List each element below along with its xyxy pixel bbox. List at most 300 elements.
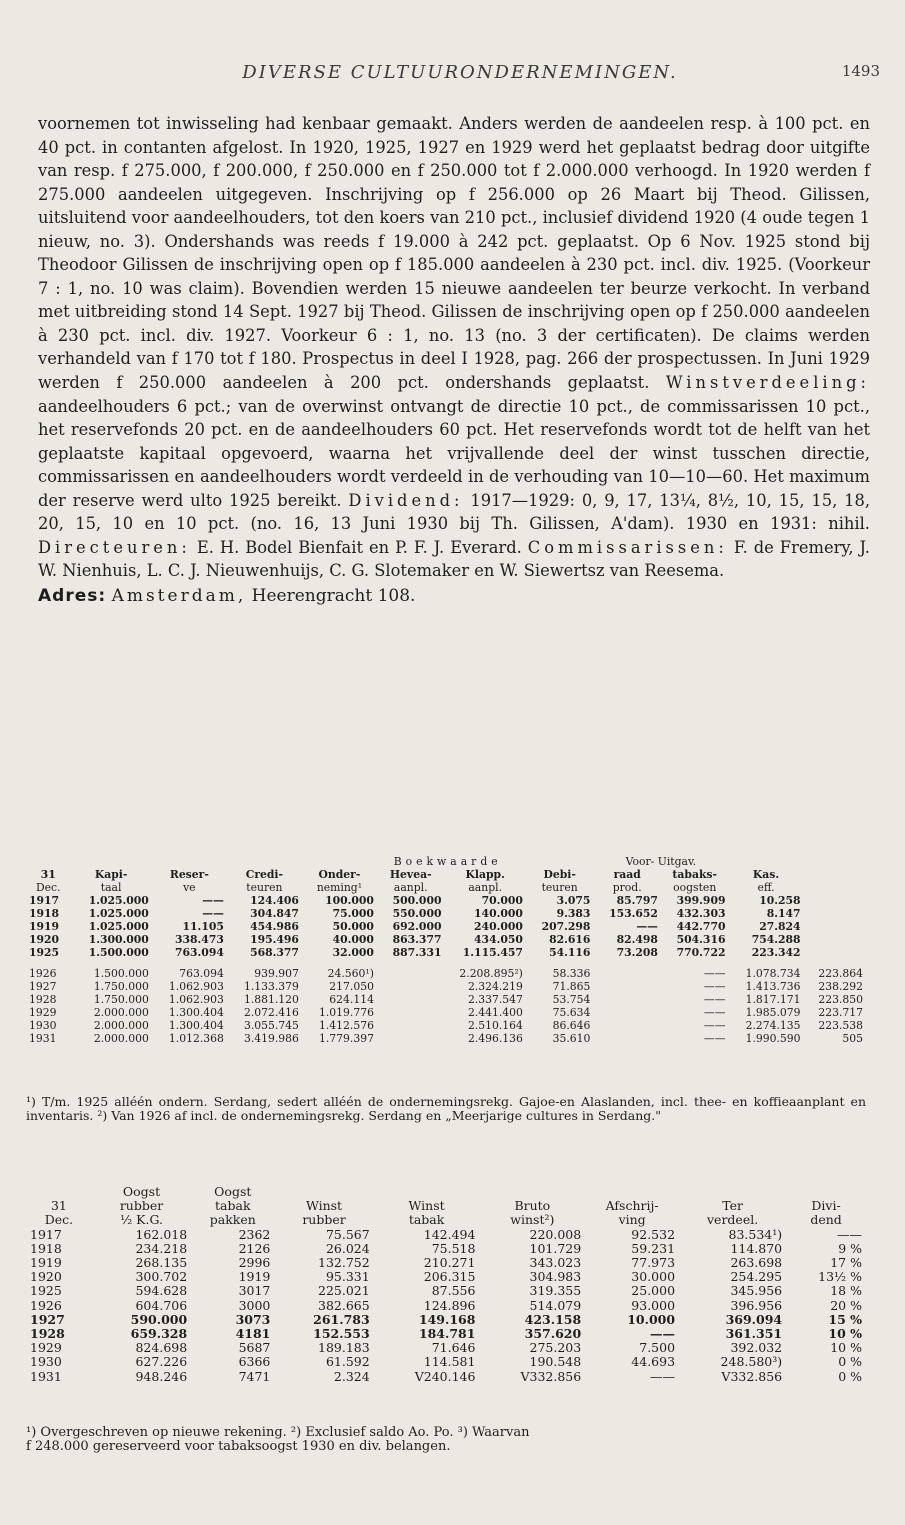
table-cell: ——	[650, 1368, 676, 1384]
table-cell: 1917	[29, 894, 60, 907]
address-line	[38, 585, 870, 609]
table-cell: 357.620	[524, 1326, 582, 1342]
table-cell: 1.412.576	[319, 1019, 374, 1032]
table-cell: 550.000	[392, 907, 442, 920]
table-cell: 4181	[235, 1326, 271, 1342]
table-cell: Hevea-	[389, 868, 432, 881]
table-row	[26, 933, 866, 946]
table-cell: 504.316	[676, 933, 726, 946]
table-cell: aanpl.	[393, 881, 428, 894]
table-cell: 87.556	[431, 1283, 476, 1299]
table-cell: 59.231	[631, 1240, 676, 1256]
table-cell: 140.000	[474, 907, 523, 920]
table-cell: 1920	[30, 1269, 62, 1285]
table-cell: oogsten	[673, 881, 717, 894]
table-cell: 2.324.219	[467, 980, 523, 993]
table-row	[26, 1284, 866, 1298]
table-cell: 152.553	[313, 1326, 370, 1342]
table-cell: 31	[50, 1198, 67, 1214]
table-cell: 93.000	[631, 1297, 676, 1313]
table-cell: 382.665	[318, 1297, 370, 1313]
table-cell: 624.114	[329, 993, 374, 1006]
table-cell: 939.907	[254, 967, 299, 980]
table-cell: 369.094	[725, 1311, 783, 1327]
table-cell: 1.881.120	[243, 993, 299, 1006]
balance-table	[26, 855, 866, 1045]
address-label: Adres:	[38, 585, 107, 606]
table-cell: 1.500.000	[93, 967, 149, 980]
address-street: Heerengracht 108.	[251, 585, 416, 606]
table-cell: pakken	[209, 1212, 256, 1228]
table-cell: 1919	[30, 1255, 62, 1271]
table-cell: 30.000	[631, 1269, 676, 1285]
table-cell: 1918	[29, 907, 60, 920]
table-row	[26, 1270, 866, 1284]
commissarissen-label: Commissarissen:	[527, 537, 728, 557]
table-cell: ——	[703, 1032, 726, 1045]
table-cell: 75.634	[552, 1006, 591, 1019]
table-cell: 3.419.986	[243, 1032, 299, 1045]
table-header-row	[26, 881, 866, 894]
table-group-cell	[728, 855, 803, 868]
table-cell: 1.413.736	[745, 980, 801, 993]
dividend-text: 1917—1929: 0, 9, 17, 13¼, 8½, 10, 15, 15, 18, 20, 15, 10 en 10 pct. (no. 16, 13 Juni 1930 bij Th. Gilissen, A'dam). 1930 en 1931: nihil.	[38, 490, 870, 534]
table-cell: 195.496	[250, 933, 299, 946]
table-cell: 1926	[29, 967, 57, 980]
table-cell: 0 %	[838, 1354, 862, 1370]
table-cell: V332.856	[520, 1368, 582, 1384]
table-cell: 75.518	[431, 1240, 476, 1256]
table-cell: 275.203	[529, 1340, 582, 1356]
table-cell: 7471	[238, 1368, 271, 1384]
table-cell: 83.534¹)	[728, 1226, 783, 1242]
table-cell: 190.548	[529, 1354, 582, 1370]
table-cell: eff.	[757, 881, 775, 894]
table-header-row	[26, 1199, 866, 1213]
table-cell: 1.750.000	[93, 993, 149, 1006]
table-cell: ——	[703, 1019, 726, 1032]
table-cell: 1927	[30, 1311, 65, 1327]
table-cell: 0 %	[838, 1368, 862, 1384]
table-cell: Winst	[305, 1198, 343, 1214]
table-cell: 20 %	[830, 1297, 862, 1313]
table-cell: Divi-	[811, 1198, 841, 1214]
commissarissen-text: F. de Fremery, J. W. Nienhuis, L. C. J. Nieuwenhuijs, C. G. Slotemaker en W. Siewertsz van Reesema.	[38, 537, 870, 581]
table-cell: 2.510.164	[467, 1019, 523, 1032]
table-cell: 85.797	[616, 894, 658, 907]
table-header-row	[26, 1185, 866, 1199]
running-header	[40, 62, 880, 88]
table-cell: Kapi-	[94, 868, 128, 881]
table-cell: 1919	[29, 920, 60, 933]
table-cell	[26, 1185, 92, 1199]
table-cell: aanpl.	[468, 881, 502, 894]
table-cell: V240.146	[414, 1368, 476, 1384]
table-cell: 142.494	[423, 1226, 476, 1242]
results-footnote-2: f 248.000 gereserveerd voor tabaksoogst 1930 en div. belangen.	[26, 1438, 451, 1454]
table-cell: 1931	[29, 1032, 57, 1045]
table-cell: 1931	[30, 1368, 62, 1384]
table-row	[26, 1327, 866, 1341]
table-cell: 361.351	[725, 1326, 783, 1342]
table-row	[26, 1006, 866, 1019]
table-cell: 82.616	[549, 933, 591, 946]
winstverdeeling-label: Winstverdeeling:	[665, 373, 870, 393]
table-cell: 1918	[30, 1240, 62, 1256]
table-cell: 53.754	[552, 993, 591, 1006]
table-row	[26, 1313, 866, 1327]
table-cell: 100.000	[325, 894, 374, 907]
table-cell: 1.025.000	[88, 920, 149, 933]
table-cell	[274, 1185, 373, 1199]
table-cell: 223.538	[818, 1019, 863, 1032]
table-cell: rubber	[119, 1198, 164, 1214]
table-cell: 659.328	[130, 1326, 188, 1342]
table-cell: 1926	[30, 1297, 62, 1313]
table-cell: 1.750.000	[93, 980, 149, 993]
table-cell: 338.473	[175, 933, 224, 946]
table-cell: 319.355	[529, 1283, 582, 1299]
table-cell: ——	[202, 894, 224, 907]
balance-footnote: ¹) T/m. 1925 alléén ondern. Serdang, sedert alléén de ondernemingsrekg. Gajoe-en Alaslanden, incl. thee- en koffieaanplant en inventaris. ²) Van 1926 af incl. de ondernemingsrekg. Serdang en „Meerjarige cultures in Serdang."	[26, 1094, 866, 1123]
table-row	[26, 1242, 866, 1256]
table-cell: 9 %	[838, 1240, 862, 1256]
table-cell: 1930	[29, 1019, 57, 1032]
table-cell: 505	[842, 1032, 863, 1045]
table-cell: 61.592	[325, 1354, 370, 1370]
table-cell: 75.000	[332, 907, 374, 920]
table-group-cell	[26, 855, 302, 868]
table-row	[26, 993, 866, 1006]
table-cell: Kas.	[752, 868, 780, 881]
table-cell: 210.271	[423, 1255, 476, 1271]
table-row	[26, 1256, 866, 1270]
table-row	[26, 1299, 866, 1313]
table-cell: 124.406	[250, 894, 299, 907]
table-cell: 263.698	[730, 1255, 783, 1271]
table-cell: 1.078.734	[745, 967, 801, 980]
table-cell: 442.770	[676, 920, 726, 933]
table-cell: 1.817.171	[745, 993, 801, 1006]
table-cell: 3.075	[556, 894, 591, 907]
table-cell: 763.094	[175, 946, 224, 959]
table-cell: 32.000	[332, 946, 374, 959]
table-cell: Credi-	[245, 868, 284, 881]
table-separator	[26, 959, 866, 967]
table-cell: 434.050	[474, 933, 523, 946]
table-cell: 2.496.136	[467, 1032, 523, 1045]
table-cell: 887.331	[392, 946, 442, 959]
table-cell: 863.377	[392, 933, 442, 946]
table-cell: 71.865	[552, 980, 591, 993]
table-cell: 70.000	[481, 894, 523, 907]
table-cell: 1928	[29, 993, 57, 1006]
table-cell: 92.532	[631, 1226, 676, 1242]
table-cell: taal	[100, 881, 122, 894]
table-cell: Onder-	[318, 868, 361, 881]
table-cell: verdeel.	[706, 1212, 759, 1228]
directeuren-label: Directeuren:	[38, 537, 191, 557]
table-cell: 2362	[238, 1226, 271, 1242]
table-cell: 1.062.903	[168, 980, 224, 993]
table-cell: Klapp.	[465, 868, 505, 881]
table-cell: 2.000.000	[93, 1032, 149, 1045]
table-cell: 44.693	[631, 1354, 676, 1370]
table-cell: rubber	[302, 1212, 346, 1228]
table-cell: 1.300.404	[168, 1019, 224, 1032]
table-cell: 1.019.776	[319, 1006, 374, 1019]
table-row	[26, 967, 866, 980]
table-cell: 101.729	[529, 1240, 582, 1256]
table-cell: 1927	[29, 980, 57, 993]
table-row	[26, 920, 866, 933]
table-cell: ——	[703, 980, 726, 993]
table-cell: 454.986	[250, 920, 299, 933]
dividend-label: Dividend:	[348, 490, 464, 510]
table-cell: ving	[618, 1212, 646, 1228]
table-cell: 6366	[238, 1354, 271, 1370]
table-cell: 1929	[30, 1340, 62, 1356]
table-cell: ——	[650, 1326, 676, 1342]
table-cell	[585, 1185, 679, 1199]
table-cell: 1925	[29, 946, 60, 959]
table-cell: 304.983	[529, 1269, 582, 1285]
table-cell: 343.023	[529, 1255, 582, 1271]
table-cell: 300.702	[135, 1269, 188, 1285]
table-cell: 73.208	[616, 946, 658, 959]
table-cell: Dec.	[35, 881, 61, 894]
table-cell: 594.628	[135, 1283, 188, 1299]
table-cell: 10 %	[828, 1326, 862, 1342]
table-cell: ve	[183, 881, 196, 894]
address-city: Amsterdam,	[111, 585, 247, 606]
table-cell: 1.115.457	[462, 946, 523, 959]
table-cell: Afschrij-	[605, 1198, 659, 1214]
table-cell: ——	[636, 920, 658, 933]
table-cell: 223.342	[751, 946, 801, 959]
table-cell: dend	[810, 1212, 842, 1228]
table-cell: 132.752	[318, 1255, 370, 1271]
table-cell	[479, 1185, 585, 1199]
table-cell: 1930	[30, 1354, 62, 1370]
table-cell: 149.168	[418, 1311, 476, 1327]
table-cell: 432.303	[676, 907, 726, 920]
table-cell: 590.000	[130, 1311, 188, 1327]
table-row	[26, 1032, 866, 1045]
table-cell: Ter	[722, 1198, 743, 1214]
results-footnote-1: ¹) Overgeschreven op nieuwe rekening. ²) Exclusief saldo Ao. Po. ³) Waarvan	[26, 1425, 530, 1440]
table-cell: 2.441.400	[467, 1006, 523, 1019]
table-row	[26, 907, 866, 920]
table-cell: 24.560¹)	[327, 967, 374, 980]
table-cell: tabak	[215, 1198, 251, 1214]
table-cell: 396.956	[730, 1297, 783, 1313]
table-cell: 568.377	[250, 946, 299, 959]
table-cell	[679, 1185, 786, 1199]
table-row	[26, 1228, 866, 1242]
table-cell: Bruto	[514, 1198, 551, 1214]
table-cell: 206.315	[423, 1269, 476, 1285]
table-cell: neming¹	[316, 881, 363, 894]
table-cell: 948.246	[135, 1368, 188, 1384]
table-cell: ——	[837, 1226, 862, 1242]
table-cell: teuren	[541, 881, 578, 894]
table-cell: 124.896	[423, 1297, 476, 1313]
table-cell: 1919	[238, 1269, 271, 1285]
table-cell: 54.116	[549, 946, 591, 959]
table-row	[26, 1370, 866, 1384]
table-cell: 1.062.903	[168, 993, 224, 1006]
table-cell: 2.072.416	[243, 1006, 299, 1019]
table-cell: 5687	[238, 1340, 271, 1356]
table-cell: 2.000.000	[93, 1006, 149, 1019]
table-cell: 223.717	[818, 1006, 863, 1019]
table-cell: 13½ %	[818, 1269, 862, 1285]
table-cell: 3000	[238, 1297, 271, 1313]
table-cell: 1.012.368	[168, 1032, 224, 1045]
table-cell: 10.258	[759, 894, 801, 907]
table-cell: 2996	[238, 1255, 271, 1271]
table-row	[26, 1355, 866, 1369]
table-cell: 162.018	[135, 1226, 188, 1242]
table-cell: 153.652	[609, 907, 658, 920]
table-cell: 189.183	[318, 1340, 370, 1356]
table-group-cell: Voor- Uitgav.	[625, 855, 697, 868]
results-footnotes	[26, 1426, 866, 1453]
table-cell: 26.024	[325, 1240, 370, 1256]
table-cell: V332.856	[721, 1368, 783, 1384]
table-cell: 399.909	[676, 894, 726, 907]
table-group-header	[26, 855, 866, 868]
table-row	[26, 946, 866, 959]
table-cell: 207.298	[541, 920, 591, 933]
table-cell: Oogst	[214, 1184, 252, 1199]
table-cell: 627.226	[135, 1354, 188, 1370]
table-cell: 770.722	[676, 946, 726, 959]
table-cell: 225.021	[318, 1283, 370, 1299]
table-cell: 3017	[238, 1283, 271, 1299]
table-cell: 345.956	[730, 1283, 783, 1299]
table-cell: 86.646	[552, 1019, 591, 1032]
table-cell: ——	[202, 907, 224, 920]
table-cell: 10.000	[627, 1311, 676, 1327]
table-cell: 1.300.404	[168, 1006, 224, 1019]
table-cell: 2.324	[333, 1368, 370, 1384]
paragraph	[38, 112, 870, 583]
body-text	[38, 112, 870, 608]
table-cell: 304.847	[250, 907, 299, 920]
table-cell: Reser-	[169, 868, 209, 881]
table-cell: 238.292	[818, 980, 863, 993]
table-cell: Oogst	[122, 1184, 161, 1199]
table-cell: 71.646	[431, 1340, 476, 1356]
table-cell: 184.781	[418, 1326, 476, 1342]
table-cell: 500.000	[392, 894, 442, 907]
table-cell: 25.000	[631, 1283, 676, 1299]
table-cell: 692.000	[392, 920, 442, 933]
table-cell: 268.135	[135, 1255, 188, 1271]
table-cell: 18 %	[830, 1283, 862, 1299]
table-cell: 1925	[30, 1283, 62, 1299]
table-cell: 15 %	[828, 1311, 862, 1327]
table-cell: 2126	[238, 1240, 271, 1256]
table-cell: 1917	[30, 1226, 62, 1242]
table-cell: winst²)	[510, 1212, 555, 1228]
table-cell: 27.824	[759, 920, 801, 933]
table-cell: 7.500	[639, 1340, 676, 1356]
capital-text: voornemen tot inwisseling had kenbaar gemaakt. Anders werden de aandeelen resp. à 100 pct. en 40 pct. in contanten afgelost. In 1920, 1925, 1927 en 1929 werd het geplaatst bedrag door uitgifte van resp. f 275.000, f 200.000, f 250.000 en f 250.000 tot f 2.000.000 verhoogd. In 1920 werden f 275.000 aandeelen uitgegeven. Inschrijving op f 256.000 op 26 Maart bij Theod. Gilissen, uitsluitend voor aandeelhouders, tot den koers van 210 pct., inclusief dividend 1920 (4 oude tegen 1 nieuw, no. 3). Ondershands was reeds f 19.000 à 242 pct. geplaatst. Op 6 Nov. 1925 stond bij Theodoor Gilissen de inschrijving open op f 185.000 aandeelen à 230 pct. incl. div. 1925. (Voorkeur 7 : 1, no. 10 was claim). Bovendien werden 15 nieuwe aandeelen ter beurze verkocht. In verband met uitbreiding stond 14 Sept. 1927 bij Theod. Gilissen de inschrijving open op f 250.000 aandeelen à 230 pct. incl. div. 1927. Voorkeur 6 : 1, no. 13 (no. 3 der certificaten). De claims werden verhandeld van f 170 tot f 180. Prospectus in deel I 1928, pag. 266 der prospectussen. In Juni 1929 werden f 250.000 aandeelen à 200 pct. ondershands geplaatst.	[38, 114, 870, 393]
table-cell: 1929	[29, 1006, 57, 1019]
table-cell: teuren	[246, 881, 283, 894]
table-cell: 3073	[235, 1311, 271, 1327]
table-cell: 1.500.000	[88, 946, 149, 959]
table-cell	[786, 1185, 866, 1199]
table-cell: tabak	[408, 1212, 445, 1228]
table-row	[26, 1019, 866, 1032]
table-cell: 10 %	[830, 1340, 862, 1356]
table-cell: 392.032	[730, 1340, 783, 1356]
table-cell	[374, 1185, 480, 1199]
table-cell: 2.208.895²)	[459, 967, 523, 980]
page-number: 1493	[841, 62, 880, 80]
table-cell: tabaks-	[672, 868, 717, 881]
table-cell: 1.779.397	[319, 1032, 374, 1045]
table-cell: 754.288	[751, 933, 801, 946]
table-cell: 8.147	[766, 907, 801, 920]
table-cell: 223.850	[818, 993, 863, 1006]
table-group-cell: Boekwaarde	[393, 855, 502, 868]
directeuren-text: E. H. Bodel Bienfait en P. F. J. Everard.	[196, 537, 522, 557]
table-cell: ——	[703, 993, 726, 1006]
table-cell: 1.025.000	[88, 894, 149, 907]
table-cell: 261.783	[313, 1311, 370, 1327]
table-cell: 2.337.547	[467, 993, 523, 1006]
table-cell: 604.706	[135, 1297, 188, 1313]
winstverdeeling-text: aandeelhouders 6 pct.; van de overwinst ontvangt de directie 10 pct., de commissarissen 10 pct., het reservefonds 20 pct. en de aandeelhouders 60 pct. Het reservefonds wordt tot de helft van het geplaatste kapitaal opgevoerd, waarna het vrijvallende deel der winst tusschen directie, commissarissen en aandeelhouders wordt verdeeld in de verhouding van 10—10—60. Het maximum der reserve werd ulto 1925 bereikt.	[38, 396, 870, 510]
table-header-row	[26, 1213, 866, 1227]
table-cell: prod.	[612, 881, 642, 894]
table-row	[26, 894, 866, 907]
table-cell: 254.295	[730, 1269, 783, 1285]
table-row	[26, 980, 866, 993]
table-cell: 114.581	[423, 1354, 476, 1370]
table-cell: 220.008	[529, 1226, 582, 1242]
table-cell: 1.300.000	[88, 933, 149, 946]
table-cell: ½ K.G.	[120, 1212, 163, 1228]
table-cell: 1.985.079	[745, 1006, 801, 1019]
table-cell: 1.133.379	[243, 980, 299, 993]
results-table	[26, 1185, 866, 1384]
table-header-row	[26, 868, 866, 881]
table-cell: Dec.	[44, 1212, 74, 1228]
table-cell: 50.000	[332, 920, 374, 933]
table-cell: 2.274.135	[745, 1019, 801, 1032]
table-cell: 217.050	[329, 980, 374, 993]
running-title: DIVERSE CULTUURONDERNEMINGEN.	[242, 62, 678, 83]
table-cell: 114.870	[730, 1240, 783, 1256]
table-cell: 1.025.000	[88, 907, 149, 920]
table-cell: 223.864	[818, 967, 863, 980]
table-cell: 1920	[29, 933, 60, 946]
table-cell: Debi-	[543, 868, 576, 881]
table-row	[26, 1341, 866, 1355]
table-cell: 58.336	[552, 967, 591, 980]
table-cell: 824.698	[135, 1340, 188, 1356]
table-cell: 9.383	[556, 907, 591, 920]
table-cell: 77.973	[631, 1255, 676, 1271]
table-cell: 82.498	[616, 933, 658, 946]
table-cell: 3.055.745	[243, 1019, 299, 1032]
